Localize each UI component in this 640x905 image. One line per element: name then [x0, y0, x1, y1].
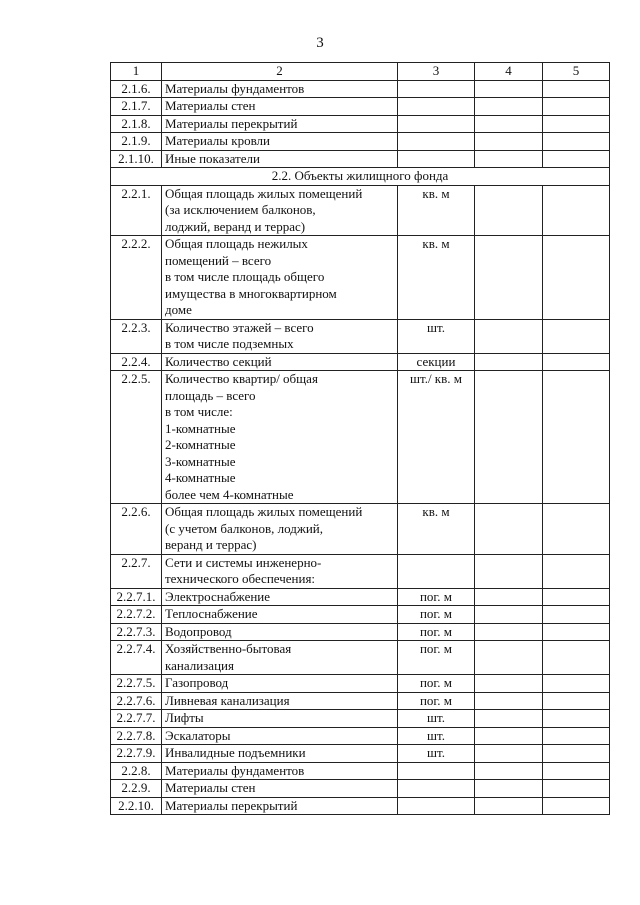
- page-number: 3: [316, 35, 324, 51]
- row-name-line: в том числе подземных: [165, 336, 294, 351]
- row-name: [162, 641, 398, 675]
- row-name: [162, 150, 398, 168]
- value-cell: [475, 762, 543, 780]
- value-cell: [475, 692, 543, 710]
- row-number: 2.2.7.1.: [111, 588, 162, 606]
- value-cell: [543, 710, 610, 728]
- table-row: [111, 623, 610, 641]
- row-name-line: веранд и террас): [165, 537, 257, 552]
- table-row: [111, 554, 610, 588]
- table-row: [111, 606, 610, 624]
- row-unit: пог. м: [398, 641, 475, 675]
- row-unit: [398, 98, 475, 116]
- row-name-line: Общая площадь жилых помещений: [165, 504, 363, 519]
- row-name-line: более чем 4-комнатные: [165, 486, 294, 502]
- table-row: [111, 588, 610, 606]
- value-cell: [543, 554, 610, 588]
- row-unit: [398, 762, 475, 780]
- row-name-line: канализация: [165, 657, 234, 673]
- value-cell: [543, 133, 610, 151]
- row-name-line: Материалы стен: [165, 780, 256, 795]
- row-unit: шт.: [398, 319, 475, 353]
- table-row: [111, 641, 610, 675]
- row-number: 2.2.7.6.: [111, 692, 162, 710]
- row-name-line: (за исключением балконов,: [165, 202, 316, 217]
- table-row: [111, 98, 610, 116]
- row-number: 2.2.4.: [111, 353, 162, 371]
- row-number: 2.2.7.9.: [111, 745, 162, 763]
- value-cell: [543, 371, 610, 504]
- row-unit: пог. м: [398, 675, 475, 693]
- value-cell: [475, 150, 543, 168]
- row-number: 2.2.6.: [111, 504, 162, 555]
- value-cell: [543, 353, 610, 371]
- row-name: [162, 80, 398, 98]
- row-name-line: Эскалаторы: [165, 727, 231, 743]
- row-name: [162, 319, 398, 353]
- row-name-line: Теплоснабжение: [165, 606, 258, 621]
- row-name: [162, 727, 398, 745]
- row-unit: [398, 133, 475, 151]
- table-row: [111, 353, 610, 371]
- row-name-line: Иные показатели: [165, 150, 260, 166]
- row-name-line: технического обеспечения:: [165, 571, 316, 586]
- value-cell: [475, 371, 543, 504]
- value-cell: [475, 780, 543, 798]
- value-cell: [475, 185, 543, 236]
- value-cell: [543, 762, 610, 780]
- row-name-line: Электроснабжение: [165, 588, 271, 604]
- row-unit: [398, 80, 475, 98]
- row-name-line: Материалы перекрытий: [165, 115, 298, 131]
- row-name-line: Материалы фундаментов: [165, 80, 305, 96]
- row-number: 2.2.2.: [111, 236, 162, 320]
- value-cell: [543, 185, 610, 236]
- row-number: 2.2.7.2.: [111, 606, 162, 624]
- row-number: 2.2.9.: [111, 780, 162, 798]
- row-number: 2.2.7.8.: [111, 727, 162, 745]
- row-unit: пог. м: [398, 623, 475, 641]
- value-cell: [543, 745, 610, 763]
- row-name-line: 3-комнатные: [165, 453, 236, 469]
- table-row: [111, 675, 610, 693]
- value-cell: [475, 236, 543, 320]
- row-unit: пог. м: [398, 588, 475, 606]
- row-name-line: Газопровод: [165, 675, 229, 690]
- value-cell: [543, 150, 610, 168]
- row-name-line: Количество квартир/ общая: [165, 371, 318, 386]
- row-name-line: имущества в многоквартирном: [165, 285, 337, 301]
- row-number: 2.1.8.: [111, 115, 162, 133]
- row-unit: [398, 554, 475, 588]
- row-unit: пог. м: [398, 692, 475, 710]
- table-row: [111, 185, 610, 236]
- header-cell: 4: [475, 63, 543, 81]
- row-name-line: 1-комнатные: [165, 420, 236, 436]
- row-name-line: Количество секций: [165, 353, 272, 369]
- row-name: [162, 371, 398, 504]
- row-name: [162, 745, 398, 763]
- value-cell: [475, 588, 543, 606]
- value-cell: [475, 710, 543, 728]
- row-name-line: в том числе площадь общего: [165, 269, 325, 284]
- section-title: 2.2. Объекты жилищного фонда: [111, 168, 610, 186]
- row-name-line: Хозяйственно-бытовая: [165, 641, 292, 656]
- value-cell: [475, 80, 543, 98]
- value-cell: [543, 236, 610, 320]
- row-number: 2.2.5.: [111, 371, 162, 504]
- value-cell: [475, 623, 543, 641]
- row-name-line: в том числе:: [165, 404, 233, 419]
- value-cell: [543, 319, 610, 353]
- value-cell: [543, 641, 610, 675]
- header-cell: 2: [162, 63, 398, 81]
- row-unit: кв. м: [398, 185, 475, 236]
- row-name-line: площадь – всего: [165, 387, 256, 403]
- row-number: 2.2.3.: [111, 319, 162, 353]
- table-row: [111, 236, 610, 320]
- row-unit: пог. м: [398, 606, 475, 624]
- row-name-line: Общая площадь нежилых: [165, 236, 308, 251]
- value-cell: [543, 588, 610, 606]
- row-name: [162, 692, 398, 710]
- row-name: [162, 353, 398, 371]
- row-number: 2.1.10.: [111, 150, 162, 168]
- table-row: [111, 80, 610, 98]
- table-row: [111, 133, 610, 151]
- header-cell: 3: [398, 63, 475, 81]
- value-cell: [475, 727, 543, 745]
- row-name-line: 2-комнатные: [165, 437, 236, 452]
- value-cell: [543, 727, 610, 745]
- row-name-line: Материалы кровли: [165, 133, 270, 148]
- value-cell: [475, 319, 543, 353]
- section-row: [111, 168, 610, 186]
- row-name-line: Общая площадь жилых помещений: [165, 185, 363, 201]
- row-unit: [398, 797, 475, 815]
- row-name: [162, 675, 398, 693]
- value-cell: [475, 98, 543, 116]
- value-cell: [475, 133, 543, 151]
- row-unit: шт.: [398, 745, 475, 763]
- row-name-line: Ливневая канализация: [165, 692, 290, 708]
- value-cell: [475, 504, 543, 555]
- row-unit: [398, 150, 475, 168]
- value-cell: [543, 504, 610, 555]
- row-number: 2.2.7.5.: [111, 675, 162, 693]
- row-name-line: Инвалидные подъемники: [165, 745, 306, 760]
- row-unit: кв. м: [398, 236, 475, 320]
- row-name-line: Сети и системы инженерно-: [165, 554, 322, 570]
- row-name: [162, 236, 398, 320]
- row-unit: кв. м: [398, 504, 475, 555]
- table-row: [111, 762, 610, 780]
- row-unit: шт./ кв. м: [398, 371, 475, 504]
- row-unit: шт.: [398, 710, 475, 728]
- table-row: [111, 115, 610, 133]
- row-name-line: Количество этажей – всего: [165, 319, 314, 335]
- row-name-line: Лифты: [165, 710, 204, 725]
- row-number: 2.2.7.4.: [111, 641, 162, 675]
- table-row: [111, 797, 610, 815]
- row-unit: [398, 780, 475, 798]
- value-cell: [543, 606, 610, 624]
- row-name: [162, 588, 398, 606]
- header-cell: 5: [543, 63, 610, 81]
- row-name: [162, 780, 398, 798]
- row-name-line: доме: [165, 302, 192, 317]
- row-name: [162, 623, 398, 641]
- row-name: [162, 797, 398, 815]
- table-row: [111, 692, 610, 710]
- row-name-line: Материалы перекрытий: [165, 797, 298, 813]
- value-cell: [475, 641, 543, 675]
- row-name-line: 4-комнатные: [165, 470, 236, 485]
- row-unit: шт.: [398, 727, 475, 745]
- row-number: 2.2.1.: [111, 185, 162, 236]
- row-number: 2.1.7.: [111, 98, 162, 116]
- row-number: 2.2.7.7.: [111, 710, 162, 728]
- row-name: [162, 762, 398, 780]
- table-row: [111, 150, 610, 168]
- value-cell: [475, 353, 543, 371]
- header-row: [111, 63, 610, 81]
- value-cell: [543, 692, 610, 710]
- row-number: 2.2.7.: [111, 554, 162, 588]
- value-cell: [543, 797, 610, 815]
- value-cell: [475, 745, 543, 763]
- row-name-line: (с учетом балконов, лоджий,: [165, 520, 324, 536]
- value-cell: [543, 98, 610, 116]
- row-name: [162, 606, 398, 624]
- row-name: [162, 133, 398, 151]
- value-cell: [475, 797, 543, 815]
- table-row: [111, 504, 610, 555]
- header-cell: 1: [111, 63, 162, 81]
- value-cell: [475, 606, 543, 624]
- value-cell: [475, 554, 543, 588]
- row-name-line: Материалы стен: [165, 98, 256, 113]
- row-name-line: Водопровод: [165, 623, 232, 639]
- row-number: 2.2.8.: [111, 762, 162, 780]
- value-cell: [543, 780, 610, 798]
- row-name: [162, 98, 398, 116]
- value-cell: [475, 115, 543, 133]
- row-unit: секции: [398, 353, 475, 371]
- row-name: [162, 710, 398, 728]
- row-name-line: Материалы фундаментов: [165, 762, 305, 778]
- row-unit: [398, 115, 475, 133]
- table-row: [111, 319, 610, 353]
- row-number: 2.2.10.: [111, 797, 162, 815]
- row-name-line: помещений – всего: [165, 252, 272, 268]
- value-cell: [543, 115, 610, 133]
- row-name: [162, 504, 398, 555]
- value-cell: [543, 80, 610, 98]
- table-row: [111, 727, 610, 745]
- row-number: 2.2.7.3.: [111, 623, 162, 641]
- row-number: 2.1.6.: [111, 80, 162, 98]
- row-name: [162, 115, 398, 133]
- data-table: [110, 62, 610, 815]
- row-name: [162, 554, 398, 588]
- table-row: [111, 371, 610, 504]
- row-name: [162, 185, 398, 236]
- table-row: [111, 780, 610, 798]
- row-number: 2.1.9.: [111, 133, 162, 151]
- value-cell: [475, 675, 543, 693]
- row-name-line: лоджий, веранд и террас): [165, 218, 306, 234]
- value-cell: [543, 675, 610, 693]
- table-row: [111, 745, 610, 763]
- table-row: [111, 710, 610, 728]
- value-cell: [543, 623, 610, 641]
